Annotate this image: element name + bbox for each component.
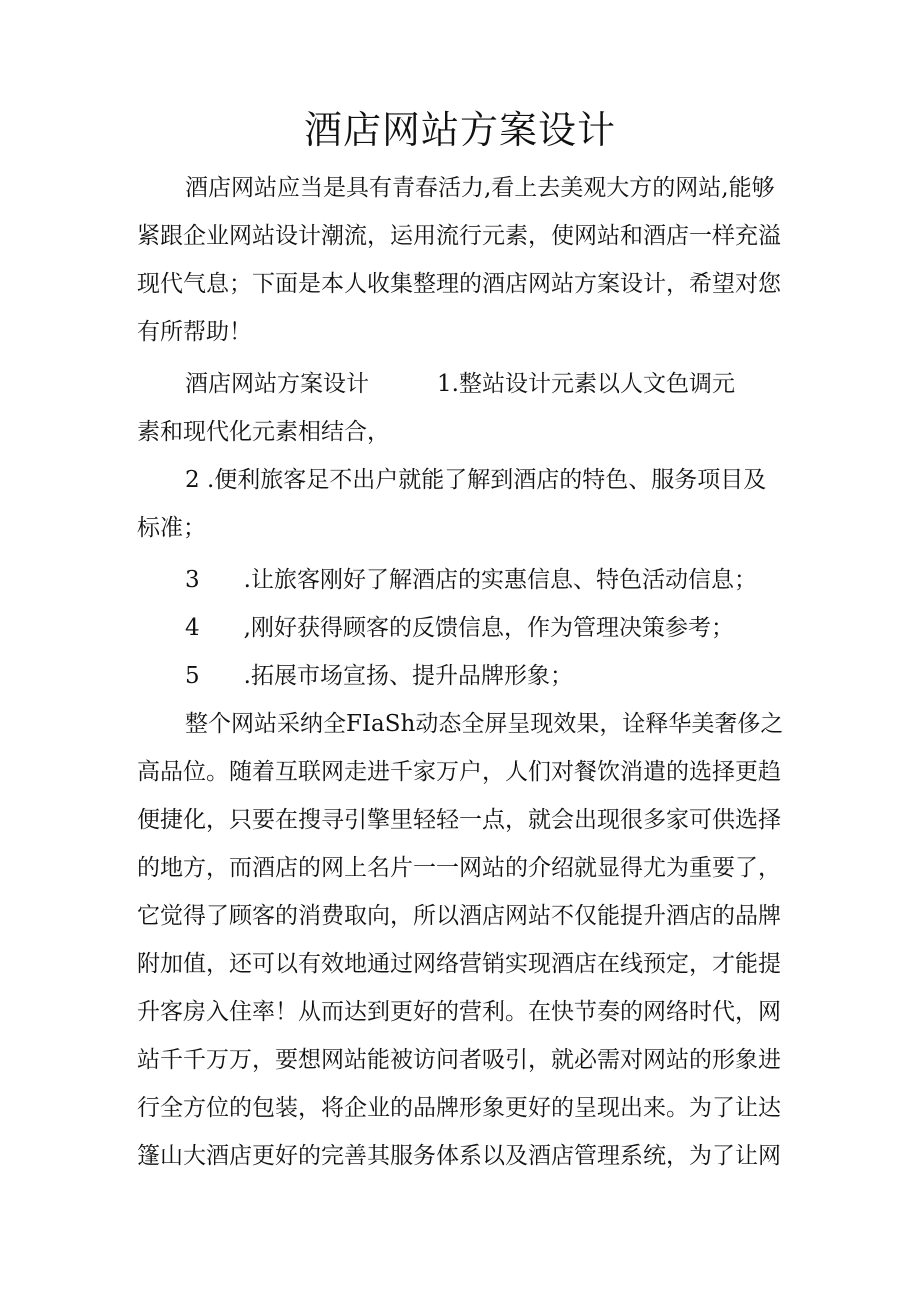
list-item-1: 1.整站设计元素以人文色调元 (437, 371, 735, 397)
document-title: 酒店网站方案设计 (303, 108, 616, 152)
body-line: 便捷化，只要在搜寻引擎里轻轻一点，就会出现很多家可供选择 (137, 807, 781, 833)
body-line: 附加值，还可以有效地通过网络营销实现酒店在线预定，才能提 (137, 951, 781, 977)
list-item-2: 2 .便利旅客足不出户就能了解到酒店的特色、服务项目及 (185, 467, 767, 493)
list-text: .拓展市场宣扬、提升品牌形象； (243, 663, 573, 689)
intro-line: 有所帮助！ (137, 319, 252, 345)
body-line: 站千千万万，要想网站能被访问者吸引，就必需对网站的形象进 (137, 1047, 781, 1073)
intro-line: 现代气息；下面是本人收集整理的酒店网站方案设计，希望对您 (137, 271, 781, 297)
body-line: 篷山大酒店更好的完善其服务体系以及酒店管理系统，为了让网 (137, 1143, 781, 1169)
list-text: .让旅客刚好了解酒店的实惠信息、特色活动信息； (243, 567, 757, 593)
list-number: 4 (185, 615, 200, 641)
body-line: 它觉得了顾客的消费取向，所以酒店网站不仅能提升酒店的品牌 (137, 903, 781, 929)
body-line: 的地方，而酒店的网上名片一一网站的介绍就显得尤为重要了， (137, 855, 781, 881)
section-line (185, 368, 735, 400)
list-number: 3 (185, 567, 200, 593)
body-line: 高品位。随着互联网走进千家万户，人们对餐饮消遣的选择更趋 (137, 759, 781, 785)
body-line: 整个网站采纳全FIaSh动态全屏呈现效果，诠释华美奢侈之 (185, 711, 784, 737)
body-line: 升客房入住率！从而达到更好的营利。在快节奏的网络时代，网 (137, 999, 781, 1025)
list-item-4 (185, 612, 734, 644)
body-line: 行全方位的包装，将企业的品牌形象更好的呈现出来。为了让达 (137, 1095, 781, 1121)
intro-line: 酒店网站应当是具有青春活力,看上去美观大方的网站,能够 (185, 175, 775, 201)
list-item-1-cont: 素和现代化元素相结合， (137, 419, 390, 445)
list-text: ,刚好获得顾客的反馈信息，作为管理决策参考； (243, 615, 734, 641)
list-item-5 (185, 660, 573, 692)
list-item-3 (185, 564, 757, 596)
section-label: 酒店网站方案设计 (185, 371, 369, 397)
list-number: 5 (185, 663, 200, 689)
list-item-2-cont: 标准； (137, 515, 206, 541)
intro-line: 紧跟企业网站设计潮流，运用流行元素，使网站和酒店一样充溢 (137, 223, 781, 249)
